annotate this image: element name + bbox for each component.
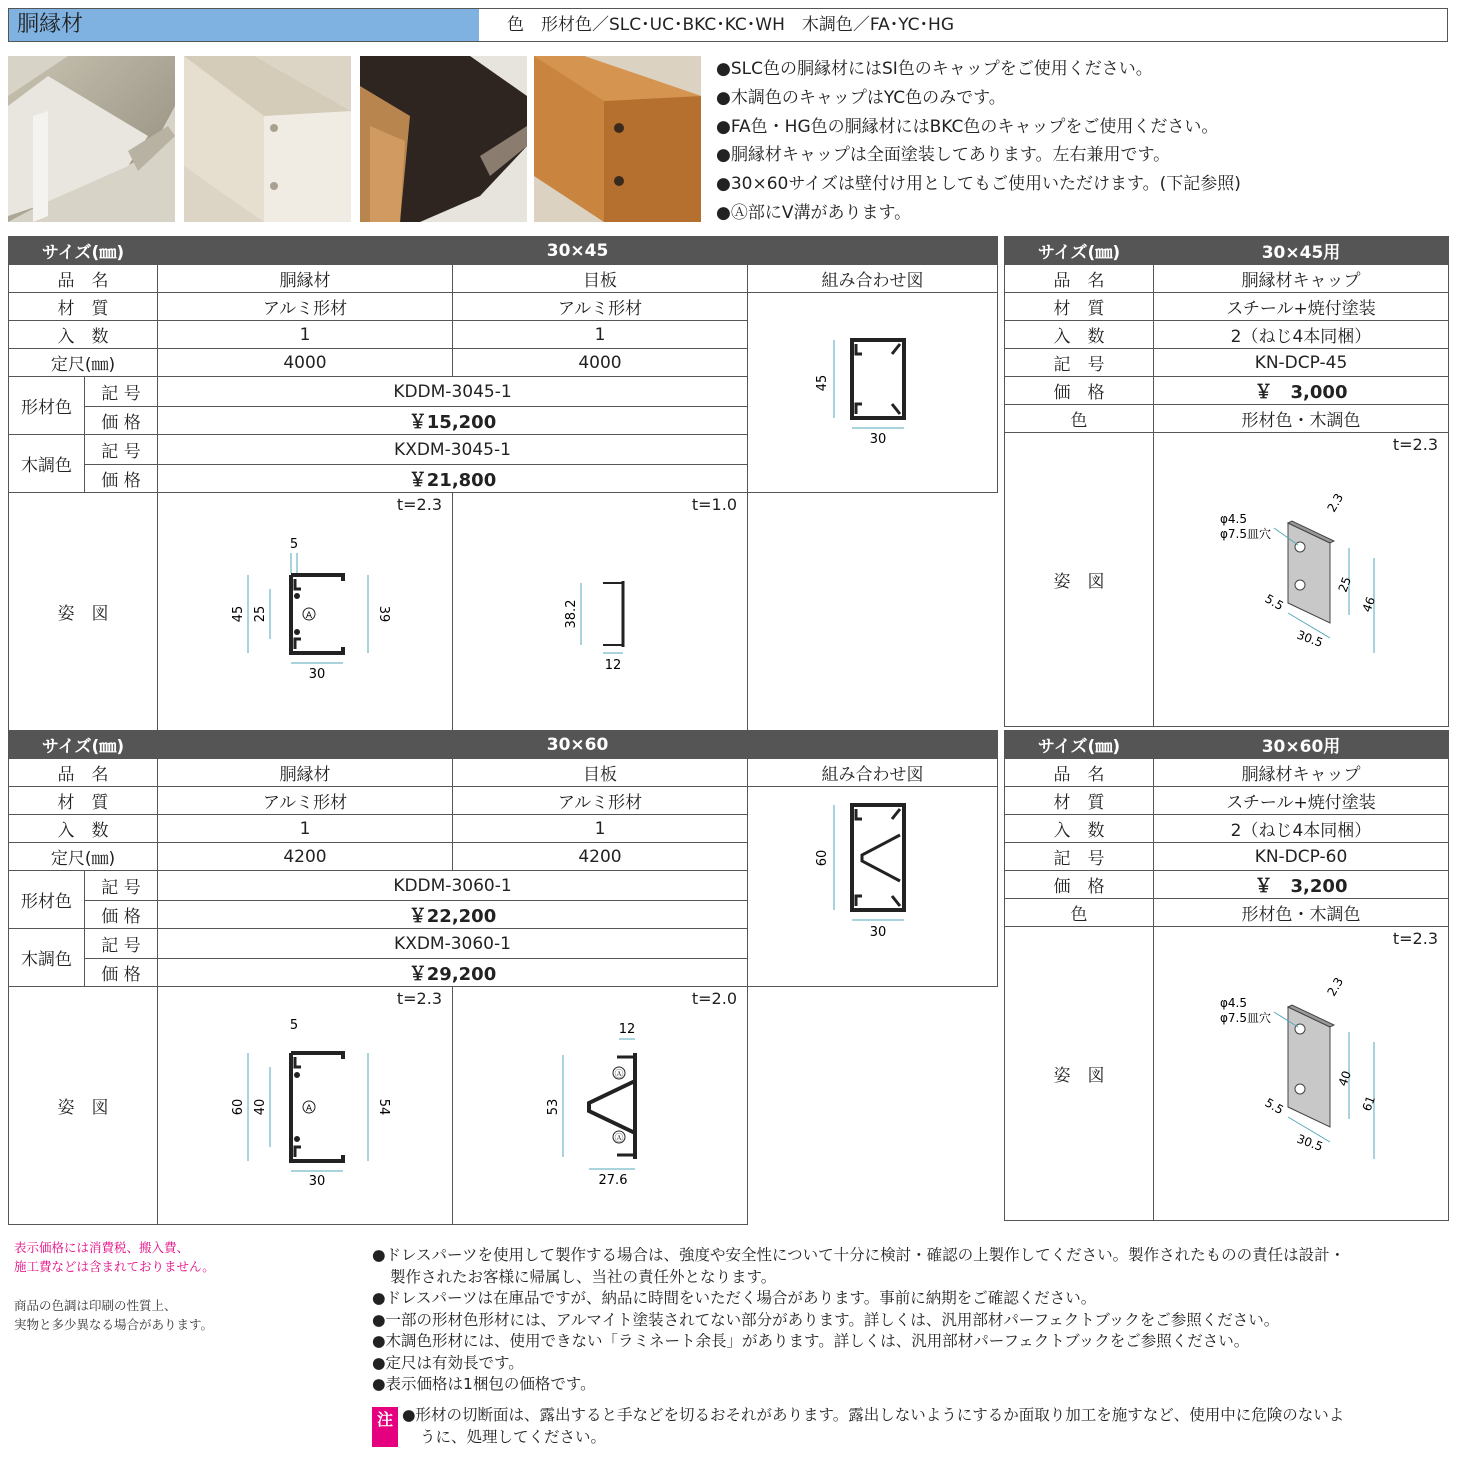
spec-table-30x45 [8, 236, 998, 731]
dim-label: 25 [1335, 574, 1355, 595]
spec-table-30x60 [8, 730, 998, 1225]
dim-label: 45 [815, 374, 831, 392]
dim-label: 30 [308, 667, 326, 682]
cap-name: 胴縁材キャップ [1154, 265, 1449, 293]
dim-label: 54 [376, 1098, 391, 1116]
note-item: ●胴縁材キャップは全面塗装してあります。左右兼用です。 [716, 145, 1171, 166]
product-name: 胴縁材 [158, 759, 453, 787]
tax-notice [14, 1238, 215, 1276]
dark-brown-profile-photo [360, 56, 527, 222]
combo-diagram-cell [748, 293, 998, 493]
length-value: 4000 [453, 349, 748, 377]
code-label: 記 号 [85, 929, 158, 959]
kata-price: ￥15,200 [158, 407, 748, 435]
cap-drawing-60 [1154, 927, 1448, 1215]
page-title: 胴縁材 [9, 9, 479, 41]
dim-label: φ4.5 [1220, 512, 1247, 526]
footnotes [372, 1245, 1442, 1396]
combo-label: 組み合わせ図 [748, 265, 998, 293]
dim-label: 40 [253, 1098, 268, 1116]
profile-figure-cell [158, 493, 453, 731]
thickness-label: t=2.3 [1392, 435, 1438, 454]
cap-name: 胴縁材キャップ [1154, 759, 1449, 787]
dim-label: 2.3 [1324, 490, 1347, 515]
cap-code: KN-DCP-45 [1154, 349, 1449, 377]
dim-label: φ7.5皿穴 [1220, 527, 1272, 541]
note-item: ●FA色・HG色の胴縁材にはBKC色のキャップをご使用ください。 [716, 116, 1219, 137]
length-label: 定尺(㎜) [9, 349, 158, 377]
name-label: 品 名 [1005, 759, 1154, 787]
warning-badge: 注 [372, 1407, 398, 1447]
material-value: アルミ形材 [453, 293, 748, 321]
length-value: 4200 [453, 843, 748, 871]
dim-label: 2.3 [1324, 974, 1347, 999]
cap-figure-cell [1154, 433, 1449, 727]
qty-value: 1 [158, 815, 453, 843]
color-label: 色 [1005, 899, 1154, 927]
size-label: サイズ(㎜) [1005, 237, 1154, 265]
moku-price: ￥29,200 [158, 959, 748, 987]
thickness-label: t=1.0 [691, 495, 737, 514]
color-label: 色 [1005, 405, 1154, 433]
color-notice-line: 実物と多少異なる場合があります。 [14, 1317, 214, 1332]
dim-label: 12 [604, 658, 622, 673]
notes-list [716, 55, 1436, 228]
dim-label: 27.6 [598, 1173, 628, 1188]
cap-table-30x60 [1004, 730, 1449, 1221]
qty-label: 入 数 [1005, 815, 1154, 843]
combo-diagram-60 [748, 787, 997, 981]
size-label: サイズ(㎜) [9, 237, 158, 265]
combo-diagram-45 [748, 293, 997, 487]
dim-label: 53 [546, 1098, 561, 1116]
dim-label: φ7.5皿穴 [1220, 1011, 1272, 1025]
code-label: 記 号 [1005, 843, 1154, 871]
code-label: 記 号 [85, 871, 158, 901]
kata-code: KDDM-3045-1 [158, 377, 748, 407]
profile-figure-cell [158, 987, 453, 1225]
cap-color: 形材色・木調色 [1154, 405, 1449, 433]
name-label: 品 名 [9, 759, 158, 787]
v-groove-mark: Ⓐ [614, 1070, 624, 1080]
dim-label: 30 [869, 432, 887, 447]
cap-price: ￥ 3,200 [1154, 871, 1449, 899]
size-label: サイズ(㎜) [9, 731, 158, 759]
thickness-label: t=2.0 [691, 989, 737, 1008]
moku-code: KXDM-3045-1 [158, 435, 748, 465]
kata-code: KDDM-3060-1 [158, 871, 748, 901]
v-groove-mark: Ⓐ [614, 1134, 624, 1144]
material-label: 材 質 [9, 293, 158, 321]
footnote: ●木調色形材には、使用できない「ラミネート余長」があります。詳しくは、汎用部材パーフェクトブックをご参照ください。 [372, 1332, 1250, 1350]
price-label: 価 格 [1005, 871, 1154, 899]
price-label: 価 格 [85, 959, 158, 987]
note-item: ●30×60サイズは壁付け用としてもご使用いただけます。(下記参照) [716, 174, 1241, 195]
plate-profile-45 [453, 493, 747, 725]
note-item: ●木調色のキャップはYC色のみです。 [716, 87, 1006, 108]
plate-figure-cell [453, 493, 748, 731]
footnote: ●ドレスパーツを使用して製作する場合は、強度や安全性について十分に検討・確認の上製作してください。製作されたものの責任は設計・ [372, 1246, 1346, 1264]
dim-label: 5 [289, 1018, 299, 1033]
size-value: 30×45 [158, 237, 998, 265]
cap-qty: 2（ねじ4本同梱） [1154, 321, 1449, 349]
cap-color: 形材色・木調色 [1154, 899, 1449, 927]
dim-label: 61 [1359, 1093, 1379, 1114]
color-notice [14, 1296, 213, 1334]
tax-notice-line: 施工費などは含まれておりません。 [14, 1259, 215, 1274]
footnote: ●一部の形材色形材には、アルマイト塗装されてない部分があります。詳しくは、汎用部材パーフェクトブックをご参照ください。 [372, 1310, 1280, 1329]
thickness-label: t=2.3 [396, 989, 442, 1008]
dim-label: φ4.5 [1220, 996, 1247, 1010]
product-name: 胴縁材 [158, 265, 453, 293]
footnote: ●定尺は有効長です。 [372, 1353, 524, 1372]
cap-qty: 2（ねじ4本同梱） [1154, 815, 1449, 843]
cap-material: スチール+焼付塗装 [1154, 293, 1449, 321]
figure-label: 姿 図 [9, 987, 158, 1225]
dim-label: 30 [869, 925, 887, 940]
warning-notice [372, 1405, 1442, 1448]
material-value: アルミ形材 [158, 293, 453, 321]
name-label: 品 名 [1005, 265, 1154, 293]
qty-label: 入 数 [9, 321, 158, 349]
dim-label: 5.5 [1262, 591, 1287, 614]
rail-profile-60 [158, 987, 452, 1219]
code-label: 記 号 [85, 435, 158, 465]
kata-label: 形材色 [9, 871, 85, 929]
size-value: 30×60 [158, 731, 998, 759]
combo-diagram-cell [748, 787, 998, 987]
size-value: 30×60用 [1154, 731, 1449, 759]
material-label: 材 質 [1005, 293, 1154, 321]
size-label: サイズ(㎜) [1005, 731, 1154, 759]
material-value: アルミ形材 [453, 787, 748, 815]
qty-label: 入 数 [9, 815, 158, 843]
figure-label: 姿 図 [9, 493, 158, 731]
price-label: 価 格 [85, 407, 158, 435]
dim-label: 30.5 [1294, 627, 1325, 650]
length-label: 定尺(㎜) [9, 843, 158, 871]
color-options: 色 形材色／SLC･UC･BKC･KC･WH 木調色／FA･YC･HG [507, 15, 955, 35]
dim-label: 39 [376, 605, 391, 623]
dim-label: 46 [1359, 594, 1379, 615]
size-value: 30×45用 [1154, 237, 1449, 265]
tax-notice-line: 表示価格には消費税、搬入費、 [14, 1240, 190, 1255]
note-item: ●SLC色の胴縁材にはSI色のキャップをご使用ください。 [716, 59, 1153, 79]
dim-label: 40 [1335, 1068, 1355, 1089]
code-label: 記 号 [85, 377, 158, 407]
dim-label: 30 [308, 1174, 326, 1189]
material-value: アルミ形材 [158, 787, 453, 815]
cap-code: KN-DCP-60 [1154, 843, 1449, 871]
figure-label: 姿 図 [1005, 927, 1154, 1221]
product-name: 目板 [453, 265, 748, 293]
warning-line: ●形材の切断面は、露出すると手などを切るおそれがあります。露出しないようにするか面取り加工を施すなど、使用中に危険のないよ [402, 1406, 1345, 1424]
code-label: 記 号 [1005, 349, 1154, 377]
figure-label: 姿 図 [1005, 433, 1154, 727]
moku-code: KXDM-3060-1 [158, 929, 748, 959]
price-label: 価 格 [85, 901, 158, 929]
qty-label: 入 数 [1005, 321, 1154, 349]
thickness-label: t=2.3 [396, 495, 442, 514]
moku-label: 木調色 [9, 929, 85, 987]
plate-figure-cell [453, 987, 748, 1225]
footnote: ●ドレスパーツは在庫品ですが、納品に時間をいただく場合があります。事前に納期をご確認ください。 [372, 1289, 1097, 1307]
qty-value: 1 [453, 321, 748, 349]
silver-profile-photo [8, 56, 175, 222]
dim-label: 25 [253, 605, 268, 623]
footnote: ●表示価格は1梱包の価格です。 [372, 1375, 596, 1393]
color-notice-line: 商品の色調は印刷の性質上、 [14, 1298, 177, 1313]
moku-price: ￥21,800 [158, 465, 748, 493]
dim-label: 60 [815, 849, 831, 867]
kata-price: ￥22,200 [158, 901, 748, 929]
kata-label: 形材色 [9, 377, 85, 435]
svg-text:A: A [305, 611, 313, 621]
beige-profile-photo [184, 56, 351, 222]
section-header [8, 8, 1448, 42]
cap-drawing-45 [1154, 433, 1448, 721]
combo-label: 組み合わせ図 [748, 759, 998, 787]
price-label: 価 格 [85, 465, 158, 493]
dim-label: 12 [618, 1022, 636, 1037]
length-value: 4200 [158, 843, 453, 871]
rail-profile-45 [158, 493, 452, 725]
cap-material: スチール+焼付塗装 [1154, 787, 1449, 815]
qty-value: 1 [453, 815, 748, 843]
dim-label: 45 [231, 605, 246, 623]
dim-label: 5.5 [1262, 1095, 1287, 1118]
cap-price: ￥ 3,000 [1154, 377, 1449, 405]
moku-label: 木調色 [9, 435, 85, 493]
dim-label: 30.5 [1294, 1131, 1325, 1154]
wood-grain-profile-photo [534, 56, 701, 222]
product-name: 目板 [453, 759, 748, 787]
name-label: 品 名 [9, 265, 158, 293]
material-label: 材 質 [9, 787, 158, 815]
price-label: 価 格 [1005, 377, 1154, 405]
dim-label: 5 [289, 537, 299, 552]
material-label: 材 質 [1005, 787, 1154, 815]
thickness-label: t=2.3 [1392, 929, 1438, 948]
qty-value: 1 [158, 321, 453, 349]
cap-table-30x45 [1004, 236, 1449, 727]
length-value: 4000 [158, 349, 453, 377]
plate-profile-60 [453, 987, 747, 1219]
dim-label: 38.2 [564, 599, 579, 629]
footnote: 製作されたお客様に帰属し、当社の責任外となります。 [390, 1267, 777, 1286]
warning-line: うに、処理してください。 [420, 1427, 607, 1446]
cap-figure-cell [1154, 927, 1449, 1221]
svg-text:A: A [305, 1104, 313, 1114]
note-item: ●Ⓐ部にV溝があります。 [716, 202, 912, 223]
dim-label: 60 [231, 1098, 246, 1116]
